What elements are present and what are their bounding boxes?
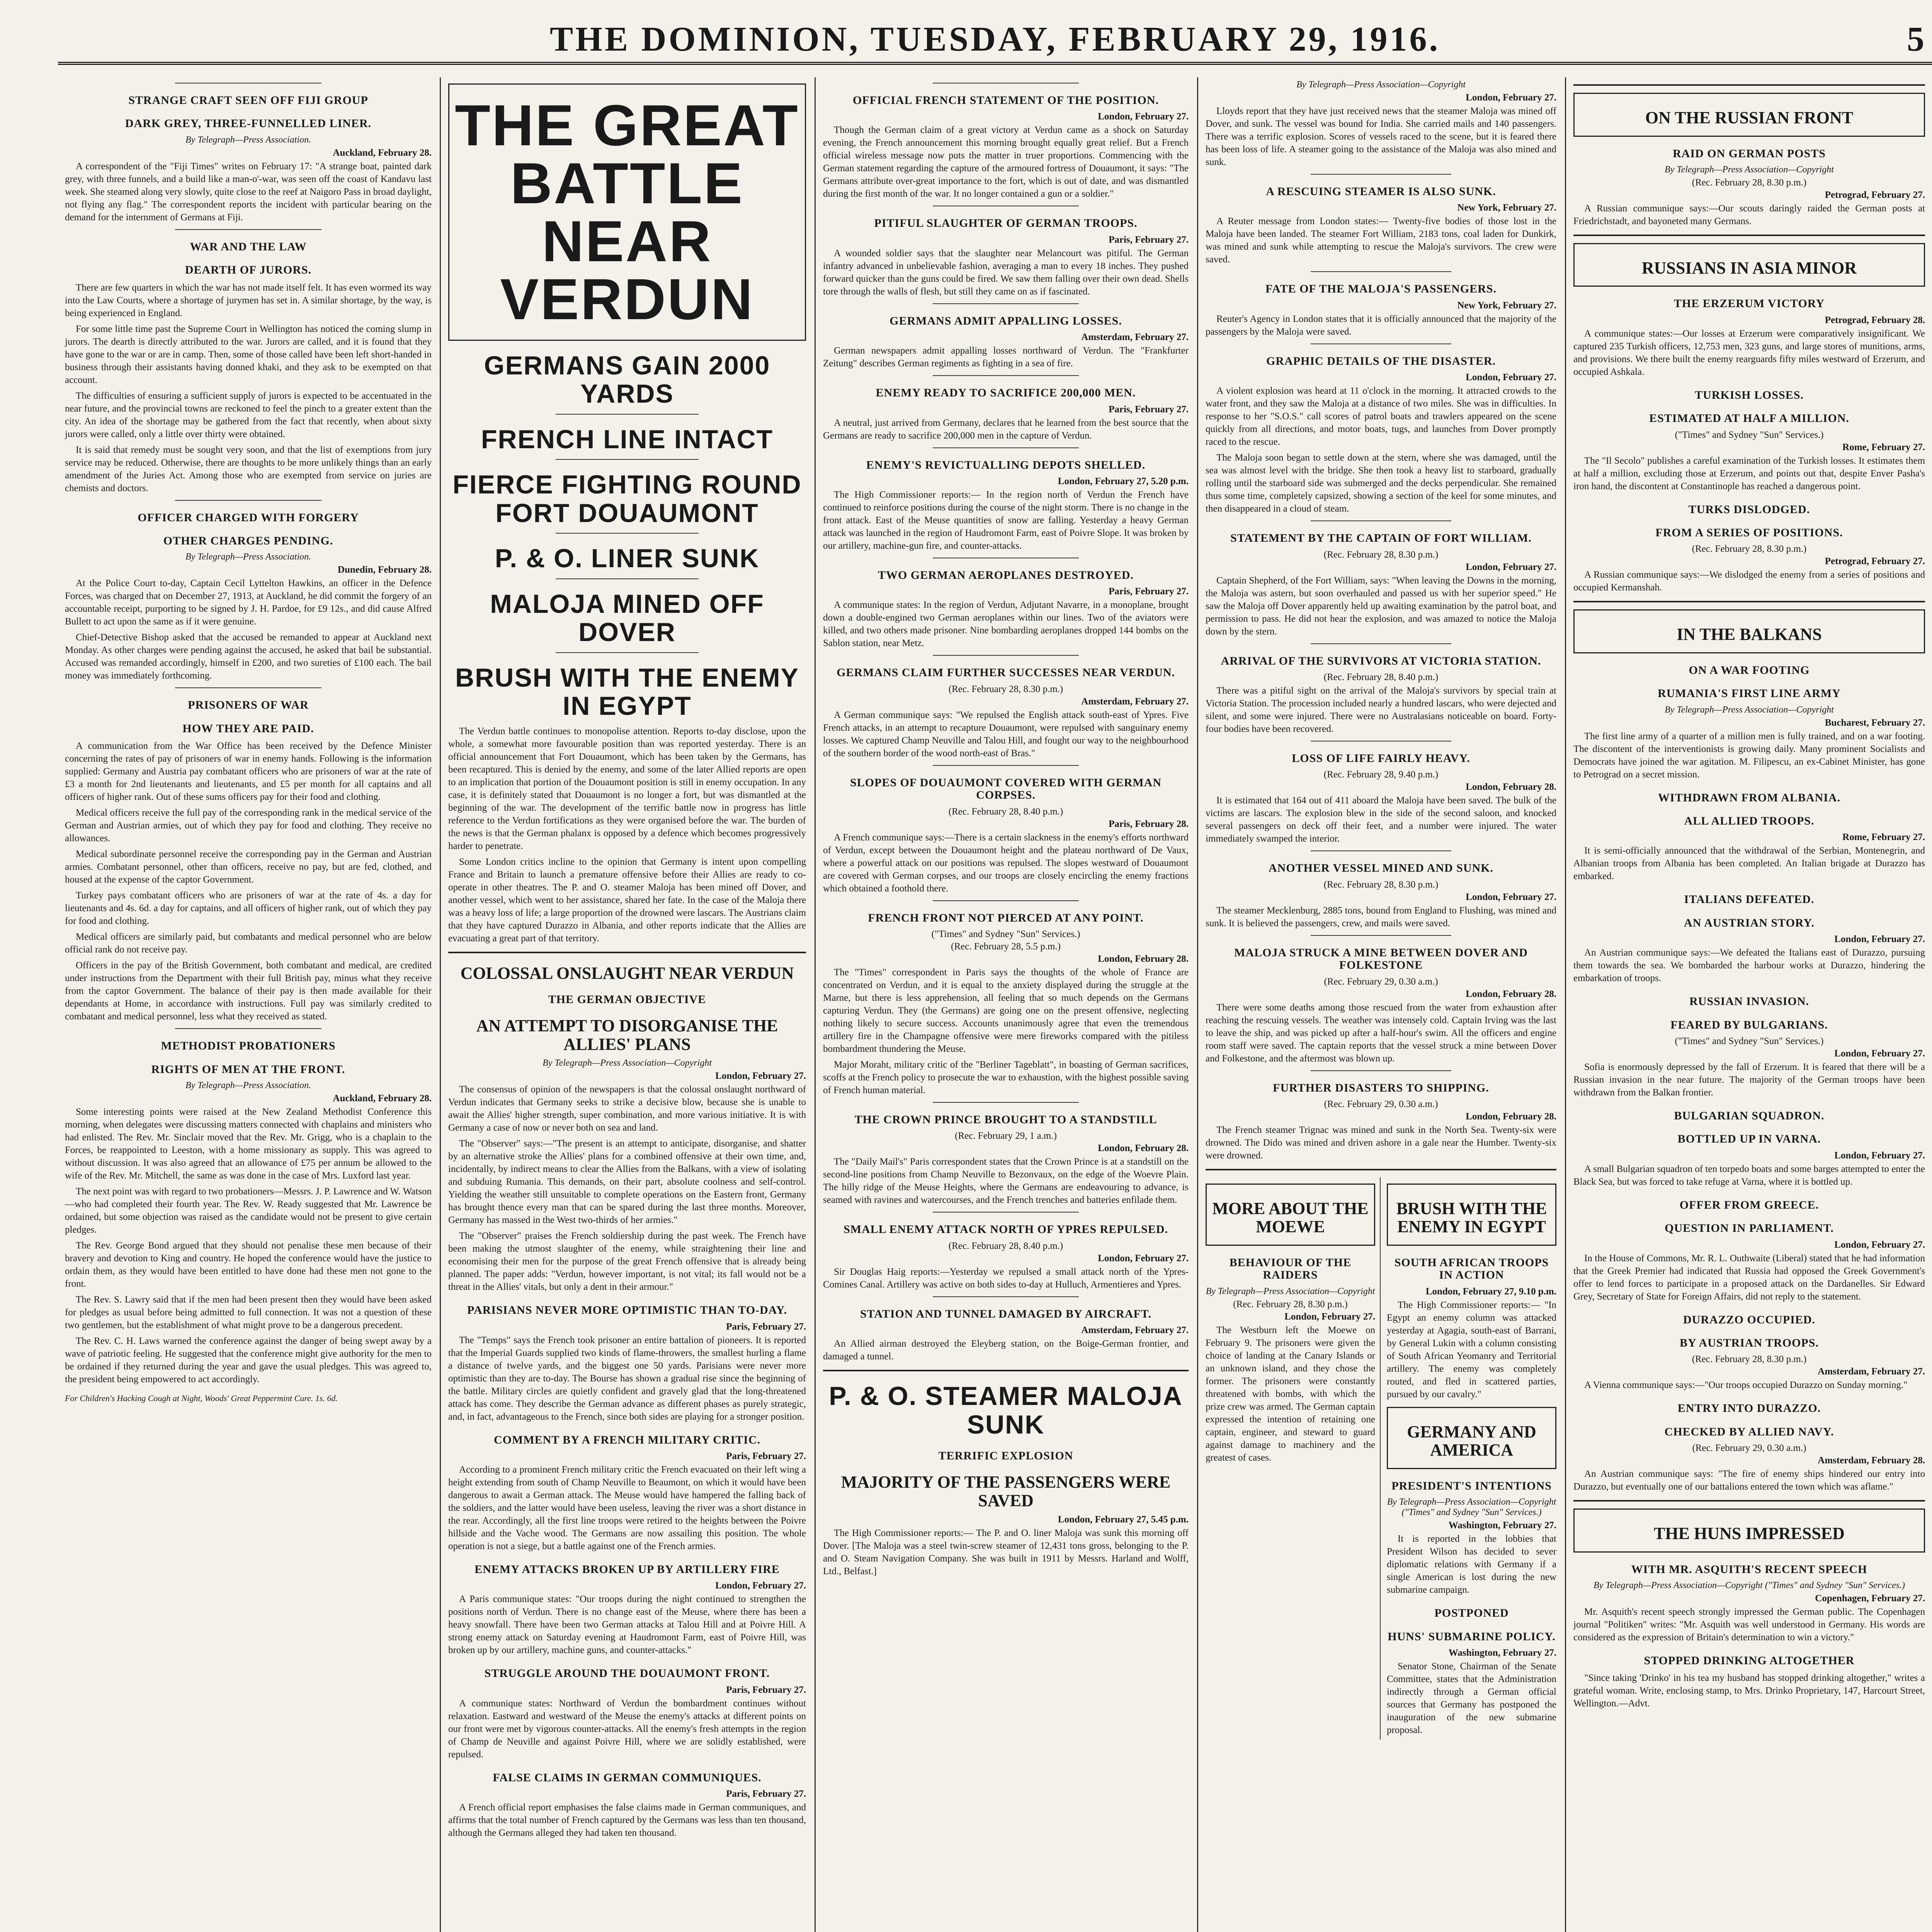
- divider: [1573, 235, 1925, 236]
- article-paragraph: A Russian communique says:—Our scouts daringly raided the German posts at Friedrichstadt, and bayoneted many Germans.: [1573, 203, 1925, 226]
- article-paragraph: Sofia is enormously depressed by the fall of Erzerum. It is feared that there will be a Russian invasion in the near future. The majority of the German troops have been withdrawn from the Balkan frontier.: [1573, 1062, 1925, 1098]
- column-5: [1566, 77, 1932, 1932]
- headline-3: FIERCE FIGHTING ROUND FORT DOUAUMONT: [452, 470, 802, 528]
- divider: [1311, 935, 1451, 936]
- article-headline: STATION AND TUNNEL DAMAGED BY AIRCRAFT.: [860, 1307, 1152, 1320]
- dateline: London, February 27, 9.10 p.m.: [1425, 1286, 1556, 1297]
- dateline: Rome, February 27.: [1842, 442, 1925, 452]
- headline-2: FRENCH LINE INTACT: [481, 424, 774, 454]
- received-time: (Rec. February 28, 8.30 p.m.): [1233, 1299, 1348, 1310]
- byline: By Telegraph—Press Association—Copyright: [1665, 164, 1834, 175]
- dateline: Petrograd, February 27.: [1825, 189, 1925, 200]
- boxed-headline: RUSSIANS IN ASIA MINOR: [1641, 258, 1857, 277]
- article-subhead: THE ERZERUM VICTORY: [1673, 297, 1825, 310]
- article-subhead: RAID ON GERMAN POSTS: [1673, 147, 1826, 160]
- article-paragraph: Lloyds report that they have just received news that the steamer Maloja was mined off Dover, and sunk. The vessel was bound for India. She carried mails and 140 passengers. There was a terrific explosion. Scores of vessels raced to the scene, but it is feared there has been loss of life. A steamer going to the assistance of the Maloja was also mined and sunk.: [1206, 106, 1556, 167]
- article-paragraph: A French official report emphasises the false claims made in German communiques, and affirms that the total number of French captured by the Germans was less than ten thousand, although the Germans alleged they had taken ten thousand.: [448, 1802, 806, 1838]
- dateline: London, February 27.: [1098, 1253, 1189, 1264]
- article-paragraph: An Austrian communique says:—We defeated the Italians east of Durazzo, pursuing them towards the sea. We bombarded the harbour works at Durazzo, hindering the embarkation of troops.: [1573, 947, 1925, 984]
- article-subhead: DARK GREY, THREE-FUNNELLED LINER.: [125, 117, 372, 130]
- article-headline: THE CROWN PRINCE BROUGHT TO A STANDSTILL: [854, 1113, 1157, 1126]
- article-headline: POSTPONED: [1434, 1607, 1509, 1620]
- divider: [556, 652, 699, 653]
- article-headline: FURTHER DISASTERS TO SHIPPING.: [1273, 1081, 1489, 1094]
- article-paragraph: It is reported in the lobbies that President Wilson has decided to sever diplomatic relations with Germany if a single American is lost during the new submarine campaign.: [1387, 1534, 1556, 1595]
- article-paragraph: Reuter's Agency in London states that it is officially announced that the majority of the passengers by the Maloja were saved.: [1206, 313, 1556, 337]
- headline-box: [1387, 1184, 1556, 1246]
- article-paragraph: A Reuter message from London states:— Twenty-five bodies of those lost in the Maloja have been landed. The steamer Fort William, 2183 tons, coal laden for Dunkirk, was mined and sunk while attempting to rescue the Maloja's survivors. The crew were saved.: [1206, 216, 1556, 265]
- article-paragraph: Medical subordinate personnel receive the corresponding pay in the German and Austrian armies. Combatant personnel, other than officers, receive no pay, but are fed, clothed, and housed at the expense of the captor Government.: [65, 849, 432, 885]
- byline: By Telegraph—Press Association.: [185, 552, 311, 562]
- divider: [933, 1102, 1079, 1103]
- article-paragraph: The High Commissioner reports:— "In Egypt an enemy column was attacked yesterday at Agagia, south-east of Barrani, by General Lukin with a column consisting of South African Yeomanry and Territorial artillery. The enemy was completely routed, and fled in scattered parties, pursued by our cavalry.": [1387, 1299, 1556, 1400]
- article-subhead: FROM A SERIES OF POSITIONS.: [1655, 526, 1843, 539]
- article-paragraph: The Rev. S. Lawry said that if the men had been present then they would have been asked for pledges as usual before being admitted to full connection. It was not a question of these two gentlemen, but the establishment of what might prove to be a dangerous precedent.: [65, 1294, 432, 1330]
- article-headline: ENEMY ATTACKS BROKEN UP BY ARTILLERY FIRE: [474, 1563, 780, 1576]
- dateline: London, February 27.: [715, 1580, 806, 1591]
- egypt-article: [1387, 1177, 1556, 1740]
- divider: [933, 447, 1079, 448]
- dateline: New York, February 27.: [1457, 300, 1556, 311]
- article-paragraph: Mr. Asquith's recent speech strongly impressed the German public. The Copenhagen journal "Politiken" writes: "Mr. Asquith was well understood in Germany. His words are considered as the expression of Britain's determination to win a victory.": [1573, 1607, 1925, 1643]
- dateline: Copenhagen, February 27.: [1815, 1593, 1925, 1604]
- article-subhead: FEARED BY BULGARIANS.: [1670, 1018, 1828, 1031]
- article-headline: TWO GERMAN AEROPLANES DESTROYED.: [878, 568, 1134, 582]
- article-paragraph: The "Observer" says:—"The present is an attempt to anticipate, disorganise, and shatter by an alternative stroke the Allies' plans for a combined offensive at their own time, and, incidentally, by indirect means to clear the Allies from the Balkans, with a view of isolating and subduing Rumania. This demands, on their part, absolute coolness and self-control. Yielding the weather still unsuitable to complete operations on the Eastern front, Germany has brought thence every man that can be spared during the last three months. Moreover, Germany has massed in the West two-thirds of her armies.": [448, 1138, 806, 1226]
- article-subhead: PRESIDENT'S INTENTIONS: [1391, 1479, 1552, 1492]
- divider: [1311, 1070, 1451, 1071]
- received-time: (Rec. February 28, 9.40 p.m.): [1323, 769, 1439, 780]
- divider: [1311, 850, 1451, 851]
- article-headline: ANOTHER VESSEL MINED AND SUNK.: [1268, 862, 1494, 875]
- article-paragraph: A small Bulgarian squadron of ten torpedo boats and some barges attempted to enter the Black Sea, but was forced to take refuge at Varna, where it is bottled up.: [1573, 1163, 1925, 1187]
- article-headline: GERMANS CLAIM FURTHER SUCCESSES NEAR VERDUN.: [837, 666, 1175, 679]
- article-paragraph: A correspondent of the "Fiji Times" writes on February 17: "A strange boat, painted dark grey, with three funnels, and a build like a man-o'-war, was seen off the coast of Kandavu last week. She steamed along very slowly, quite close to the reef at Naigoro Pass in broad daylight, not flying any flag." The correspondent reports the incident with particular bearing on the demand for the internment of Germans at Fiji.: [65, 161, 432, 223]
- article-subhead: THE GERMAN OBJECTIVE: [548, 993, 706, 1006]
- dateline: London, February 28.: [1466, 988, 1556, 999]
- article-paragraph: Officers in the pay of the British Government, both combatant and medical, are credited under instructions from the Department with their full British pay, minus what they receive from the captor Government. The balance of their pay is then made available for their dependants at Home, in accordance with instructions. Full pay was similarly credited to combatant and medical personnel, less what they received as stated.: [65, 960, 432, 1022]
- dateline: London, February 27.: [715, 1071, 806, 1082]
- article-headline: PITIFUL SLAUGHTER OF GERMAN TROOPS.: [874, 217, 1138, 230]
- article-subhead: BY AUSTRIAN TROOPS.: [1680, 1336, 1819, 1349]
- divider: [933, 303, 1079, 304]
- dateline: Amsterdam, February 28.: [1818, 1455, 1925, 1466]
- article-subhead: BULGARIAN SQUADRON.: [1674, 1109, 1825, 1122]
- column-1: [58, 77, 439, 1932]
- article-subhead: AN ATTEMPT TO DISORGANISE THE ALLIES' PLANS: [476, 1016, 778, 1054]
- article-paragraph: A neutral, just arrived from Germany, declares that he learned from the best source that the Germans are ready to sacrifice 200,000 men in the capture of Verdun.: [823, 417, 1189, 441]
- column-rule: [1565, 77, 1566, 1932]
- headline-box: [1206, 1184, 1375, 1246]
- headline-box: [1573, 609, 1925, 653]
- dateline: London, February 28.: [1098, 1143, 1189, 1154]
- byline: By Telegraph—Press Association—Copyright ("Times" and Sydney "Sun" Services.): [1593, 1580, 1905, 1591]
- article-headline: PARISIANS NEVER MORE OPTIMISTIC THAN TO-DAY.: [467, 1304, 787, 1317]
- article-paragraph: German newspapers admit appalling losses northward of Verdun. The "Frankfurter Zeitung" describes German regiments as fighting in a sea of fire.: [823, 345, 1189, 369]
- dateline: Paris, February 27.: [1109, 586, 1189, 597]
- article-paragraph: It is semi-officially announced that the withdrawal of the Serbian, Montenegrin, and Albanian troops from Albania has been completed. An Italian brigade at Durazzo has embarked.: [1573, 845, 1925, 882]
- received-time: (Rec. February 28, 8.30 p.m.): [1323, 879, 1439, 890]
- article-subhead: DEARTH OF JURORS.: [185, 264, 312, 277]
- article-paragraph: The steamer Mecklenburg, 2885 tons, bound from England to Flushing, was mined and sunk. It is believed the passengers, crew, and mails were saved.: [1206, 905, 1556, 929]
- dateline: London, February 27.: [1834, 934, 1925, 945]
- article-paragraph: The "Observer" praises the French soldiership during the past week. The French have been making the utmost slaughter of the enemy, while straightening their line and economising their men for the purpose of the great French offensive that is already being planned. The paper adds: "Verdun, however important, is not vital; its fall would not be a threat in the Allies' vitals, but only a dent in their armour.": [448, 1231, 806, 1293]
- article-paragraph: There were some deaths among those rescued from the water from exhaustion after reaching the rescuing vessels. The weather was intensely cold. Captain Irving was the last to leave the ship, and was picked up after a half-hour's swim. All the officers and engine room staff were saved. The captain reports that the vessel struck a mine between Dover and Folkestone, and the aftermost was blown up.: [1206, 1002, 1556, 1064]
- article-headline: GRAPHIC DETAILS OF THE DISASTER.: [1266, 354, 1496, 367]
- article-subhead: DURAZZO OCCUPIED.: [1683, 1313, 1816, 1326]
- article-headline: FATE OF THE MALOJA'S PASSENGERS.: [1265, 282, 1497, 296]
- article-paragraph: Senator Stone, Chairman of the Senate Committee, states that the Administration indirectly through a German official sources that Germany has postponed the inauguration of the new submarine proposal.: [1387, 1661, 1556, 1735]
- advertisement: For Children's Hacking Cough at Night, Woods' Great Peppermint Cure. 1s. 6d.: [65, 1393, 338, 1403]
- article-subhead: RUSSIAN INVASION.: [1689, 995, 1809, 1008]
- received-time: (Rec. February 28, 8.30 p.m.): [1692, 1354, 1807, 1365]
- article-subhead: HUNS' SUBMARINE POLICY.: [1388, 1630, 1556, 1643]
- dateline: Bucharest, February 27.: [1825, 717, 1925, 728]
- divider: [556, 414, 699, 415]
- article-subhead: TURKISH LOSSES.: [1695, 388, 1804, 401]
- column-4: [1199, 77, 1563, 1932]
- column-3: [816, 77, 1196, 1932]
- article-paragraph: The High Commissioner reports:— The P. and O. liner Maloja was sunk this morning off Dover. [The Maloja was a steel twin-screw steamer of 12,431 tons gross, belonging to the P. and O. Steam Navigation Company. She was built in 1911 by Messrs. Harland and Wolff, Ltd., Belfast.]: [823, 1528, 1189, 1577]
- received-time: (Rec. February 29, 1 a.m.): [955, 1131, 1057, 1141]
- summary-paragraph: The Verdun battle continues to monopolise attention. Reports to-day disclose, upon the whole, a somewhat more favourable position than was reported yesterday. There is an official announcement that Fort Douaumont, which has been taken by the Germans, has been recaptured. This is denied by the enemy, and some of the later Allied reports are open to an implication that portion of the Douaumont position is still in enemy occupation. In any case, it is definitely stated that Douaumont is no longer a fort, but was dismantled at the beginning of the war. The development of the terrific battle now in progress has little reference to the Verdun fortifications as they were organised before the war. The burden of the news is that the German phalanx is opposed by a defence which becomes progressively harder to penetrate.: [448, 726, 806, 852]
- headline-1: GERMANS GAIN 2000 YARDS: [484, 351, 770, 409]
- received-time: (Rec. February 29, 0.30 a.m.): [1324, 976, 1438, 987]
- article-paragraph: The "Daily Mail's" Paris correspondent states that the Crown Prince is at a standstill on the second-line positions from Champ Neuville to Bezonvaux, on the edge of the Woevre Plain. The hilly ridge of the Meuse Heights, where the Germans are endeavouring to advance, is seamed with ravines and watercourses, and the French trenches and batteries enfilade them.: [823, 1156, 1189, 1206]
- article-paragraph: Chief-Detective Bishop asked that the accused be remanded to appear at Auckland next Monday. As other charges were pending against the accused, he asked that bail be substantial. Accused was remanded accordingly, himself in £200, and two sureties of £100 each. The bail money was immediately forthcoming.: [65, 632, 432, 681]
- article-subhead: RIGHTS OF MEN AT THE FRONT.: [151, 1063, 345, 1076]
- article-headline: LOSS OF LIFE FAIRLY HEAVY.: [1292, 752, 1470, 765]
- article-paragraph: The "Il Secolo" publishes a careful examination of the Turkish losses. It estimates them at half a million, excluding those at Erzerum, and points out that, despite Enver Pasha's iron hand, the discontent at Constantinople has reached a dangerous point.: [1573, 455, 1925, 492]
- headline-box: [1573, 243, 1925, 287]
- divider: [933, 1296, 1079, 1297]
- dateline: Paris, February 27.: [726, 1789, 806, 1799]
- article-paragraph: A German communique says: "We repulsed the English attack south-east of Ypres. Five French attacks, in an attempt to recapture Douaumont, were repulsed with sanguinary enemy losses. We captured Champ Neuville and Talou Hill, and fought our way to the neighbourhood of the southern border of the wood north-east of Bras.": [823, 709, 1189, 759]
- article-subhead: QUESTION IN PARLIAMENT.: [1665, 1222, 1834, 1235]
- dateline: Amsterdam, February 27.: [1081, 1325, 1189, 1336]
- article-subhead: OTHER CHARGES PENDING.: [163, 534, 333, 547]
- divider: [175, 500, 322, 501]
- article-headline: FRENCH FRONT NOT PIERCED AT ANY POINT.: [868, 911, 1144, 924]
- article-subhead: ENTRY INTO DURAZZO.: [1677, 1402, 1821, 1415]
- article-paragraph: A wounded soldier says that the slaughter near Melancourt was pitiful. The German infantry advanced in unbelievable fashion, averaging a man to every 18 inches. They pushed forward quicker than the guns could be fired. We saw them falling over their own dead. Shells tore through the walls of flesh, but still they came on as if fascinated.: [823, 248, 1189, 297]
- article-paragraph: The "Temps" says the French took prisoner an entire battalion of pioneers. It is reported that the Imperial Guards supplied two kinds of flame-throwers, the smallest hurling a flame a distance of twelve yards, and the biggest one 50 yards. Parisians were never more optimistic than they are to-day. The Bourse has shown a gradual rise since the beginning of the battle. Military circles are quietly confident and gravely glad that the long-threatened attack has come. They describe the German advance as different phases as purely strategic, and, in fact, advantageous to the French, since both sides are playing for a stronger position.: [448, 1335, 806, 1422]
- dateline: Washington, February 27.: [1448, 1647, 1556, 1658]
- dateline: New York, February 27.: [1457, 202, 1556, 213]
- article-paragraph: "Since taking 'Drinko' in his tea my husband has stopped drinking altogether," writes a grateful woman. Write, enclosing stamp, to Mrs. Drinko Proprietary, 147, Harcourt Street, Wellington.—Advt.: [1573, 1673, 1925, 1709]
- article-paragraph: Major Moraht, military critic of the "Berliner Tageblatt", in boasting of German sacrifices, scoffs at the French policy to prosecute the war to exhaustion, with the highest possible saving of French human material.: [823, 1059, 1189, 1095]
- byline: By Telegraph—Press Association—Copyright: [1665, 704, 1834, 715]
- dateline: Amsterdam, February 27.: [1818, 1366, 1925, 1377]
- article-paragraph: Though the German claim of a great victory at Verdun came as a shock on Saturday evening, the French announcement this morning brought equally great relief. But a French official wireless message now puts the matter in truer proportions. Commencing with the German statement regarding the capture of the armoured fortress of Douaumont, it says: "The Germans attribute over-great importance to the fort, which is out of date, and was dismantled during the first month of the war. It no longer contained a gun or a soldier.": [823, 125, 1189, 199]
- headline-box: [1573, 93, 1925, 137]
- article-paragraph: The Maloja soon began to settle down at the stern, where she was damaged, until the sea was almost level with the bridge. She then took a heavy list to starboard, gradually rolling until the starboard side was submerged and the decks perpendicular. She remained thus some time, completely capsized, showing a section of the keel for some minutes, and then disappeared in a cloud of steam.: [1206, 452, 1556, 514]
- article-headline: FALSE CLAIMS IN GERMAN COMMUNIQUES.: [493, 1771, 762, 1784]
- dateline: London, February 27.: [1834, 1048, 1925, 1059]
- article-paragraph: A Paris communique states: "Our troops during the night continued to strengthen the positions north of Verdun. There is no change east of the Meuse, where there has been a heavy snowfall. There have been two German attacks at Talou Hill and at Poivre Hill. A strong enemy attack on Saturday evening at Haudromont Farm, east of Poivre Hill, was broken up by our artillery, machine guns, and counter-attacks.": [448, 1594, 806, 1656]
- article-paragraph: The first line army of a quarter of a million men is fully trained, and on a war footing. The discontent of the interventionists is growing daily. Many prominent Socialists and Democrats have joined the war agitation. M. Filipescu, an ex-Cabinet Minister, has gone to Petrograd on a secret mission.: [1573, 731, 1925, 780]
- moewe-article: [1206, 1177, 1381, 1740]
- dateline: Rome, February 27.: [1842, 832, 1925, 843]
- divider: [1206, 1169, 1556, 1170]
- byline: By Telegraph—Press Association—Copyright ("Times" and Sydney "Sun" Services.): [1387, 1497, 1556, 1518]
- received-time: (Rec. February 29, 0.30 a.m.): [1324, 1099, 1438, 1109]
- article-subhead: AN AUSTRIAN STORY.: [1684, 916, 1815, 929]
- article-subhead: CHECKED BY ALLIED NAVY.: [1664, 1425, 1834, 1438]
- received-time: (Rec. February 28, 8.30 p.m.): [1692, 177, 1807, 188]
- article-headline: BRUSH WITH THE ENEMY IN EGYPT: [1396, 1199, 1547, 1236]
- masthead: [58, 19, 1932, 65]
- dateline: London, February 27.: [1284, 1311, 1375, 1322]
- divider: [1573, 84, 1925, 86]
- received-time: (Rec. February 28, 5.5 p.m.): [951, 941, 1061, 952]
- article-paragraph: The Rev. George Bond argued that they should not penalise these men because of their bravery and devotion to King and country. He hoped the conference would have the justice to ordain them, as they would have been entitled to have done had these men not gone to the front.: [65, 1240, 432, 1289]
- divider: [1311, 271, 1451, 272]
- article-headline: COLOSSAL ONSLAUGHT NEAR VERDUN: [460, 964, 794, 983]
- article-headline: METHODIST PROBATIONERS: [161, 1039, 336, 1053]
- boxed-headline: IN THE BALKANS: [1677, 625, 1822, 644]
- article-headline: GERMANY AND AMERICA: [1407, 1422, 1536, 1460]
- article-subhead: BOTTLED UP IN VARNA.: [1677, 1133, 1821, 1146]
- article-headline: PRISONERS OF WAR: [188, 699, 309, 712]
- major-headline: P. & O. STEAMER MALOJA SUNK: [829, 1381, 1183, 1439]
- dateline: London, February 27.: [1466, 561, 1556, 572]
- newspaper-title: THE DOMINION, TUESDAY, FEBRUARY 29, 1916.: [549, 20, 1440, 58]
- received-time: ("Times" and Sydney "Sun" Services.): [931, 929, 1080, 939]
- article-headline: STRUGGLE AROUND THE DOUAUMONT FRONT.: [484, 1667, 770, 1680]
- article-paragraph: A communique states: In the region of Verdun, Adjutant Navarre, in a monoplane, brought down a double-engined two German aeroplanes within our lines. Two of the aviators were killed, and two others made prisoner. Nine bombarding aeroplanes dropped 144 bombs on the Sablon station, near Metz.: [823, 600, 1189, 649]
- received-time: (Rec. February 28, 8.40 p.m.): [1323, 672, 1439, 682]
- divider: [933, 375, 1079, 376]
- article-paragraph: The High Commissioner reports:— In the region north of Verdun the French have continued to reinforce positions during the course of the night storm. There is no change in the front attack. East of the Meuse quantities of snow are falling. Yesterday a heavy German attack was launched in the region of Haudromont Farm, east of Poivre Slope. It was broken by our artillery, machine-gun fire, and counter-attacks.: [823, 489, 1189, 551]
- dateline: London, February 28.: [1466, 782, 1556, 793]
- byline: By Telegraph—Press Association—Copyright: [543, 1058, 712, 1068]
- received-time: ("Times" and Sydney "Sun" Services.): [1675, 429, 1824, 440]
- article-headline: ARRIVAL OF THE SURVIVORS AT VICTORIA STATION.: [1221, 654, 1541, 667]
- received-time: ("Times" and Sydney "Sun" Services.): [1675, 1036, 1824, 1047]
- article-headline: ENEMY READY TO SACRIFICE 200,000 MEN.: [876, 386, 1136, 400]
- article-paragraph: A Russian communique says:—We dislodged the enemy from a series of positions and occupied Kermanshah.: [1573, 570, 1925, 593]
- received-time: (Rec. February 28, 8.40 p.m.): [948, 1240, 1063, 1251]
- article-headline: A RESCUING STEAMER IS ALSO SUNK.: [1266, 185, 1496, 198]
- article-paragraph: Some interesting points were raised at the New Zealand Methodist Conference this morning, when delegates were discussing matters connected with chaplains and ministers who had enlisted. The Rev. Mr. Sinclair moved that the Rev. Mr. Grigg, who is a chaplain to the Forces, be reappointed to Leeston, with a home missionary as supply. This was agreed to without discussion. It was also agreed that an allowance of £75 per annum be allowed to the wife of the Rev. Mr. Mitchell, the same as was done in the case of Mrs. Luxford last year.: [65, 1106, 432, 1181]
- article-paragraph: There was a pitiful sight on the arrival of the Maloja's survivors by special train at Victoria Station. The procession included nearly a hundred lascars, who were dejected and silent, and some were injured. There were no Australasians noticeable on board. Forty-four bodies have been recovered.: [1206, 685, 1556, 734]
- dateline: Paris, February 27.: [726, 1321, 806, 1332]
- divider: [933, 765, 1079, 766]
- article-paragraph: For some little time past the Supreme Court in Wellington has noticed the coming slump in jurors. The dearth is directly attributed to the war. Jurors are called, and it is found that they have gone to the war or are in camp. Then, some of those called have been left short-handed in business through their assistants having donned khaki, and they ask to be exempted on that account.: [65, 323, 432, 385]
- column-rule: [440, 77, 441, 1932]
- article-paragraph: It is said that remedy must be sought very soon, and that the list of exemptions from jury service may be reduced. Otherwise, there are thoughts to be more unlikely things than an early amendment of the Juries Act. Among those who are exempted from service on juries are chemists and doctors.: [65, 444, 432, 493]
- article-paragraph: It is estimated that 164 out of 411 aboard the Maloja have been saved. The bulk of the victims are lascars. The explosion blew in the side of the second saloon, and knocked several passengers on deck off their feet, and a number were injured. The water immediately swamped the interior.: [1206, 795, 1556, 844]
- page-number: 5: [1907, 20, 1924, 58]
- article-paragraph: Turkey pays combatant officers who are prisoners of war at the rate of 4s. a day for lieutenants and 4s. 6d. a day for captains, and all officers of higher rank, out of which they pay for food and clothing.: [65, 890, 432, 927]
- article-paragraph: A communique states: Northward of Verdun the bombardment continues without relaxation. Eastward and westward of the Meuse the enemy's attacks at different points on our front were met by vigorous counter-attacks. All the enemy's fresh attempts in the region of Champ de Neuville and against Poivre Hill, where we are solidly established, were repulsed.: [448, 1698, 806, 1760]
- article-subhead: HOW THEY ARE PAID.: [182, 722, 314, 735]
- column-4-upper: [1206, 80, 1556, 1162]
- article-subhead: SOUTH AFRICAN TROOPS IN ACTION: [1394, 1256, 1549, 1282]
- dateline: London, February 28.: [1098, 953, 1189, 964]
- column-2: [441, 77, 813, 1932]
- headline-6: BRUSH WITH THE ENEMY IN EGYPT: [455, 663, 799, 721]
- divider: [823, 1370, 1189, 1371]
- headline-4: P. & O. LINER SUNK: [495, 544, 760, 573]
- dateline: London, February 27, 5.45 p.m.: [1058, 1514, 1189, 1525]
- article-paragraph: A Vienna communique says:—"Our troops occupied Durazzo on Sunday morning.": [1584, 1380, 1908, 1391]
- dateline: London, February 27.: [1466, 92, 1556, 103]
- dateline: Auckland, February 28.: [333, 1093, 432, 1104]
- received-time: (Rec. February 28, 8.40 p.m.): [948, 806, 1063, 817]
- article-subhead: WITHDRAWN FROM ALBANIA.: [1658, 791, 1841, 804]
- article-subhead: ALL ALLIED TROOPS.: [1684, 815, 1815, 828]
- article-subhead: ON A WAR FOOTING: [1689, 663, 1810, 677]
- article-headline: STRANGE CRAFT SEEN OFF FIJI GROUP: [128, 94, 368, 107]
- article-paragraph: Sir Douglas Haig reports:—Yesterday we repulsed a small attack north of the Ypres-Comines Canal. Artillery was active on both sides to-day at Hulluch, Armentieres and Ypres.: [823, 1266, 1189, 1290]
- article-paragraph: A communique states:—Our losses at Erzerum were comparatively insignificant. We captured 235 Turkish officers, 12,753 men, 323 guns, and large stores of munitions, arms, and provisions. We there built the enemy rearguards fifty miles westward of Erzerum, and occupied Ashkala.: [1573, 328, 1925, 377]
- article-subhead: ESTIMATED AT HALF A MILLION.: [1649, 412, 1849, 425]
- byline: By Telegraph—Press Association.: [185, 134, 311, 145]
- column-rule: [1197, 77, 1198, 1932]
- byline: By Telegraph—Press Association.: [185, 1080, 311, 1090]
- article-headline: OFFICER CHARGED WITH FORGERY: [138, 511, 359, 524]
- article-subhead: STOPPED DRINKING ALTOGETHER: [1644, 1654, 1855, 1667]
- dateline: Paris, February 27.: [726, 1451, 806, 1462]
- article-paragraph: There are few quarters in which the war has not made itself felt. It has even wormed its way into the Law Courts, where a shortage of jurymen has set in. A similar shortage, by the way, is being experienced in England.: [65, 282, 432, 318]
- article-paragraph: The difficulties of ensuring a sufficient supply of jurors is expected to be accentuated in the near future, and the provincial towns are reckoned to feel the pinch to a greater extent than the city. An idea of the shortage may be gathered from the fact that recently, when about sixty jurors were called, only a little over thirty were obtained.: [65, 390, 432, 439]
- dateline: London, February 27.: [1834, 1239, 1925, 1250]
- dateline: Auckland, February 28.: [333, 147, 432, 158]
- article-headline: WAR AND THE LAW: [190, 240, 307, 253]
- divider: [175, 687, 322, 688]
- article-paragraph: The consensus of opinion of the newspapers is that the colossal onslaught northward of Verdun indicates that Germany seeks to strike a decisive blow, because she is unable to await the Allies' higher strength, super combination, and more various initiative. It is with Germany a case of now or never both on sea and land.: [448, 1084, 806, 1133]
- major-subhead: MAJORITY OF THE PASSENGERS WERE SAVED: [841, 1473, 1171, 1510]
- received-time: (Rec. February 28, 8.30 p.m.): [1692, 544, 1807, 554]
- dateline: Amsterdam, February 27.: [1081, 332, 1189, 343]
- headline-box: [1387, 1407, 1556, 1469]
- article-paragraph: At the Police Court to-day, Captain Cecil Lyttelton Hawkins, an officer in the Defence Forces, was charged that on December 27, 1913, at Auckland, he did commit the forgery of an accountable receipt, purporting to be signed by J. H. Pardoe, for £9 12s., and did cause Alfred Bullett to act upon the same as if it were genuine.: [65, 578, 432, 627]
- article-subhead: ITALIANS DEFEATED.: [1684, 893, 1815, 906]
- dateline: Amsterdam, February 27.: [1081, 696, 1189, 707]
- headline-5: MALOJA MINED OFF DOVER: [490, 589, 764, 647]
- dateline: Washington, February 27.: [1448, 1520, 1556, 1531]
- divider: [1311, 174, 1451, 175]
- headline-box: [1573, 1509, 1925, 1553]
- article-paragraph: A communication from the War Office has been received by the Defence Minister concerning the rates of pay of prisoners of war in enemy hands. Following is the information supplied: Germany and Austria pay combatant officers who are prisoners of war at the rate of £3 a month for 2nd lieutenants and lieutenants, and £5 per month for all captains and all officers of higher rank. Out of these sums officers pay for their food and clothing.: [65, 741, 432, 803]
- article-subhead: RUMANIA'S FIRST LINE ARMY: [1658, 687, 1841, 700]
- article-paragraph: The Rev. C. H. Laws warned the conference against the danger of being swept away by a wave of patriotic feeling. He suggested that the conference might give authority for the men to be ordained if they returned during the year and gave the usual pledges. This was agreed to, the president being empowered to act accordingly.: [65, 1335, 432, 1384]
- divider: [933, 900, 1079, 901]
- divider: [175, 1028, 322, 1029]
- article-headline: SMALL ENEMY ATTACK NORTH OF YPRES REPULSED.: [843, 1223, 1168, 1236]
- dateline: London, February 27.: [1834, 1150, 1925, 1161]
- dateline: Petrograd, February 27.: [1825, 556, 1925, 567]
- dateline: Petrograd, February 28.: [1825, 315, 1925, 325]
- dateline: London, February 27, 5.20 p.m.: [1058, 476, 1189, 486]
- divider: [175, 229, 322, 230]
- article-paragraph: Captain Shepherd, of the Fort William, says: "When leaving the Downs in the morning, the Maloja was astern, but soon overhauled and passed us with her superior speed." He saw the Maloja off Dover apparently held up awaiting examination by the patrol boat, and permission to pass. He did not hear the explosion, and was amazed to notice the Maloja down by the stern.: [1206, 575, 1556, 637]
- article-paragraph: A French communique says:—There is a certain slackness in the enemy's efforts northward of Verdun, except between the Douaumont height and the plateau northward of De Vaux, where a powerful attack on our positions was repulsed. The slopes westward of Douaumont are covered with German corpses, and our troops are closely encircling the enemy fractions which obtained a foothold there.: [823, 832, 1189, 894]
- article-headline: MALOJA STRUCK A MINE BETWEEN DOVER AND FOLKESTONE: [1234, 946, 1528, 972]
- dateline: Paris, February 28.: [1109, 818, 1189, 829]
- article-paragraph: Medical officers receive the full pay of the corresponding rank in the medical service of the German and Austrian armies, out of which they pay for food and clothing. They receive no allowances.: [65, 808, 432, 844]
- boxed-headline: ON THE RUSSIAN FRONT: [1645, 108, 1854, 127]
- article-paragraph: An Austrian communique says: "The fire of enemy ships hindered our entry into Durazzo, but eventually one of our battalions entered the town which was aflame.": [1573, 1469, 1925, 1492]
- article-paragraph: According to a prominent French military critic the French evacuated on their left wing a height extending from south of Champ Neuville to Beaumont, on which it would have been dangerous to await a German attack. The Meuse would have hampered the falling back of the soldiers, and the latter would have been useless, leaving the river was a short distance in the rear. Accordingly, all the first line troops were retired to the heights between the Poivre hillside and the Vache wood. The Germans are now assailing this position. The whole operation is not a siege, but a battle against one of the French armies.: [448, 1464, 806, 1552]
- byline: By Telegraph—Press Association—Copyright: [1206, 1286, 1375, 1296]
- divider: [556, 533, 699, 534]
- article-headline: OFFICIAL FRENCH STATEMENT OF THE POSITION.: [852, 94, 1159, 107]
- divider: [1311, 741, 1451, 742]
- article-headline: MORE ABOUT THE MOEWE: [1212, 1199, 1369, 1236]
- article-paragraph: An Allied airman destroyed the Eleyberg station, on the Boige-German frontier, and damaged a tunnel.: [823, 1338, 1189, 1362]
- received-time: (Rec. February 28, 8.30 p.m.): [1323, 549, 1439, 560]
- article-paragraph: The "Times" correspondent in Paris says the thoughts of the whole of France are concentrated on Verdun, and it is equal to the anxiety displayed during the struggle at the Marne, but there is less apprehension, all feeling that so much depends on the Germans capturing Verdun. They (the Germans) are going one on the present offensive, neglecting nothing likely to secure success. Accounts unanimously agree that even the tremendous artillery fire in the Champagne offensive were mere fireworks compared with the pitiless bombardment thundering the Meuse.: [823, 967, 1189, 1054]
- dateline: Dunedin, February 28.: [337, 565, 432, 575]
- article-subhead: TERRIFIC EXPLOSION: [938, 1449, 1073, 1462]
- summary-paragraph: Some London critics incline to the opinion that Germany is intent upon compelling France and Britain to launch a premature offensive before their Allies are ready to co-operate in other theatres. The P. and O. steamer Maloja has been mined off Dover, and another vessel, which went to her assistance, shared her fate. In the case of the Maloja there was a heavy loss of life; a large proportion of the drowned were lascars. The Austrians claim that they have captured Durazzo in Albania, and other reports indicate that the Allies are evacuating a great part of that territory.: [448, 857, 806, 944]
- dateline: London, February 28.: [1466, 1111, 1556, 1122]
- dateline: Paris, February 27.: [1109, 234, 1189, 245]
- divider: [556, 459, 699, 460]
- article-paragraph: The next point was with regard to two probationers—Messrs. J. P. Lawrence and W. Watson—who had completed their fourth year. The Rev. W. Ready suggested that Mr. Lawrence be ordained, but some objection was raised as the candidate would not be present to give certain pledges.: [65, 1186, 432, 1235]
- dateline: London, February 27.: [1466, 891, 1556, 902]
- article-paragraph: The Westburn left the Moewe on February 9. The prisoners were given the choice of landing at the Canary Islands or an unknown island, and they chose the former. The prisoners were constantly threatened with bombs, with which the prize crew was armed. The German captain expressed the intention of retaining one captain, engineer, and steward to guard against damage to machinery and the greatest of cases.: [1206, 1325, 1375, 1463]
- received-time: (Rec. February 28, 8.30 p.m.): [948, 684, 1063, 694]
- article-headline: STATEMENT BY THE CAPTAIN OF FORT WILLIAM.: [1230, 532, 1532, 545]
- divider: [1573, 1500, 1925, 1502]
- byline: By Telegraph—Press Association—Copyright: [1296, 80, 1466, 90]
- boxed-headline: THE HUNS IMPRESSED: [1654, 1524, 1845, 1543]
- article-paragraph: The French steamer Trignac was mined and sunk in the North Sea. Twenty-six were drowned. The Dido was mined and driven ashore in a gale near the Humber. Twenty-six were drowned.: [1206, 1124, 1556, 1161]
- dateline: Paris, February 27.: [726, 1684, 806, 1695]
- divider: [1311, 643, 1451, 644]
- article-subhead: TURKS DISLODGED.: [1688, 503, 1810, 516]
- main-headline: THE GREAT BATTLE NEAR VERDUN: [455, 93, 799, 332]
- received-time: (Rec. February 29, 0.30 a.m.): [1692, 1443, 1806, 1454]
- dateline: London, February 27.: [1098, 111, 1189, 122]
- dateline: Paris, February 27.: [1109, 404, 1189, 415]
- column-4-lower: [1206, 1177, 1556, 1740]
- dateline: London, February 27.: [1466, 372, 1556, 383]
- divider: [448, 952, 806, 953]
- article-paragraph: Medical officers are similarly paid, but combatants and medical personnel who are below official rank do not receive pay.: [65, 932, 432, 955]
- article-headline: SLOPES OF DOUAUMONT COVERED WITH GERMAN CORPSES.: [850, 776, 1162, 802]
- article-subhead: WITH MR. ASQUITH'S RECENT SPEECH: [1631, 1563, 1867, 1576]
- divider: [556, 578, 699, 579]
- article-headline: COMMENT BY A FRENCH MILITARY CRITIC.: [494, 1433, 760, 1446]
- article-headline: ENEMY'S REVICTUALLING DEPOTS SHELLED.: [866, 458, 1146, 471]
- article-headline: GERMANS ADMIT APPALLING LOSSES.: [889, 314, 1122, 327]
- divider: [933, 655, 1079, 656]
- main-headline-box: [448, 83, 806, 341]
- article-paragraph: A violent explosion was heard at 11 o'clock in the morning. It attracted crowds to the water front, and they saw the Maloja at a distance of two miles. She was in difficulties. In response to her "S.O.S." call scores of patrol boats and trawlers appeared on the scene quickly from all directions, and motor boats, tugs, and launches from Dover promptly raced to the rescue.: [1206, 386, 1556, 447]
- article-subhead: OFFER FROM GREECE.: [1679, 1198, 1819, 1211]
- divider: [1573, 601, 1925, 602]
- article-subhead: BEHAVIOUR OF THE RAIDERS: [1229, 1256, 1352, 1282]
- divider: [1311, 520, 1451, 521]
- divider: [933, 1212, 1079, 1213]
- article-paragraph: In the House of Commons, Mr. R. L. Outhwaite (Liberal) stated that he had information that the Greek Premier had indicated that Russia had opposed the Greek Government's offer to lend forces to participate in a proposed attack on the Dardanelles. Sir Edward Grey, Secretary of State for Foreign Affairs, did not reply to the statement.: [1573, 1253, 1925, 1302]
- column-rule: [815, 77, 816, 1932]
